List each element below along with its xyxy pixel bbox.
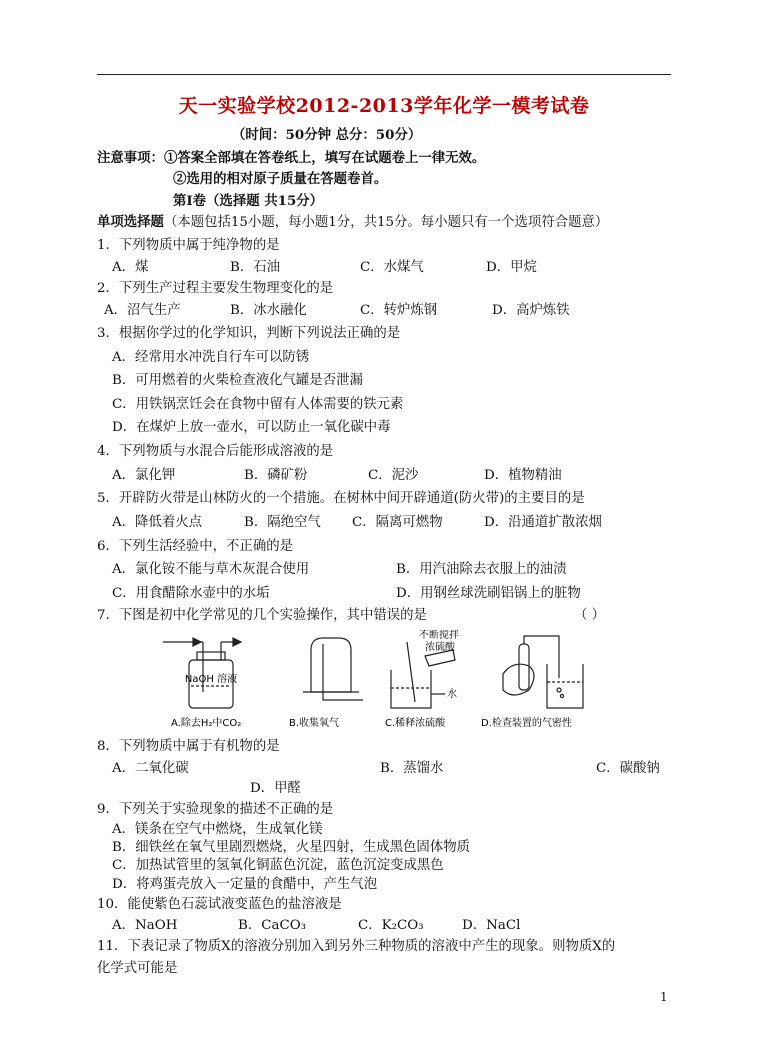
experiment-svg	[163, 630, 613, 730]
question-stem: 9．下列关于实验现象的描述不正确的是	[97, 802, 334, 817]
option: D．将鸡蛋壳放入一定量的食醋中，产生气泡	[112, 877, 378, 892]
question-stem: 7．下图是初中化学常见的几个实验操作，其中错误的是	[97, 608, 427, 623]
water-beaker	[547, 664, 583, 708]
option: D．在煤炉上放一壶水，可以防止一氧化碳中毒	[112, 420, 391, 435]
option: B．冰水融化	[230, 303, 307, 318]
fig-caption: D.检查装置的气密性	[481, 718, 572, 729]
collecting-bottle	[311, 638, 351, 692]
arrow-icon	[193, 638, 201, 646]
option: C．用食醋除水壶中的水垢	[112, 586, 270, 601]
exam-title: 天一实验学校2012-2013学年化学一模考试卷	[178, 95, 590, 117]
option: D．甲醛	[250, 781, 301, 796]
question-stem: 11．下表记录了物质X的溶液分别加入到另外三种物质的溶液中产生的现象。则物质X的	[97, 939, 616, 954]
option: B．隔绝空气	[244, 515, 321, 530]
question-stem: 4．下列物质与水混合后能形成溶液的是	[97, 444, 334, 459]
option: B．细铁丝在氧气里剧烈燃烧，火星四射，生成黑色固体物质	[112, 840, 470, 855]
option: B．蒸馏水	[380, 761, 444, 776]
option: D．高炉炼铁	[492, 303, 570, 318]
option: A．氯化钾	[112, 468, 176, 483]
option: A．氯化铵不能与草木灰混合使用	[112, 562, 310, 577]
option: A．二氧化碳	[112, 761, 189, 776]
section-heading: 第Ⅰ卷（选择题 共15分）	[173, 193, 324, 209]
question-stem: 1．下列物质中属于纯净物的是	[97, 238, 280, 253]
notice-item-2: ②选用的相对原子质量在答题卷首。	[173, 171, 388, 187]
notice	[97, 147, 485, 166]
question-stem: 8．下列物质中属于有机物的是	[97, 739, 280, 754]
option: A．沼气生产	[104, 303, 181, 318]
question-stem: 5．开辟防火带是山林防火的一个措施。在树林中间开辟通道(防火带)的主要目的是	[97, 491, 585, 506]
fig-label: 浓硫酸	[425, 642, 455, 653]
question-stem: 3．根据你学过的化学知识，判断下列说法正确的是	[97, 326, 401, 341]
option: A．降低着火点	[112, 515, 203, 530]
option: D．甲烷	[486, 260, 537, 275]
header-rule	[97, 74, 671, 75]
question-stem: 6．下列生活经验中，不正确的是	[97, 539, 293, 554]
option: C．K₂CO₃	[358, 918, 424, 933]
instruction-bold: 单项选择题	[97, 214, 164, 230]
experiment-figure	[163, 630, 613, 730]
option: A．煤	[112, 260, 149, 275]
question-stem: 10．能使紫色石蕊试液变蓝色的盐溶液是	[97, 897, 342, 912]
glass-rod	[407, 642, 415, 702]
time-line: （时间：50分钟 总分：50分）	[232, 127, 422, 143]
answer-blank: （ ）	[574, 608, 606, 623]
option: B．用汽油除去衣服上的油渍	[396, 562, 567, 577]
option: C．转炉炼钢	[360, 303, 438, 318]
option: D．NaCl	[462, 918, 521, 933]
fig-caption: C.稀释浓硫酸	[385, 718, 446, 729]
option: C．碳酸钠	[596, 761, 660, 776]
page-number: 1	[660, 990, 668, 1004]
option: D．植物精油	[484, 468, 562, 483]
test-tube	[519, 644, 529, 690]
notice-label: 注意事项：	[97, 150, 164, 166]
fig-caption: B.收集氧气	[289, 718, 340, 729]
option: B．CaCO₃	[238, 918, 307, 933]
fig-caption: A.除去H₂中CO₂	[171, 718, 242, 729]
fig-label: 水	[447, 689, 457, 700]
option: A．经常用水冲洗自行车可以防锈	[112, 350, 310, 365]
notice-item-1: ①答案全部填在答卷纸上，填写在试题卷上一律无效。	[163, 150, 486, 166]
question-stem: 2．下列生产过程主要发生物理变化的是	[97, 281, 334, 296]
option: B．石油	[230, 260, 281, 275]
option: A．镁条在空气中燃烧，生成氧化镁	[112, 822, 323, 837]
question-stem-continued: 化学式可能是	[97, 961, 178, 976]
option: C．水煤气	[360, 260, 424, 275]
option: C．用铁锅烹饪会在食物中留有人体需要的铁元素	[112, 397, 404, 412]
fig-label: NaOH 溶液	[184, 674, 238, 685]
option: B．可用燃着的火柴检查液化气罐是否泄漏	[112, 373, 363, 388]
option: B．磷矿粉	[244, 468, 308, 483]
option: D．用钢丝球洗刷铝锅上的脏物	[396, 586, 581, 601]
option: C．加热试管里的氢氧化铜蓝色沉淀，蓝色沉淀变成黑色	[112, 858, 444, 873]
option: C．隔离可燃物	[352, 515, 443, 530]
instruction-rest: （本题包括15小题，每小题1分，共15分。每小题只有一个选项符合题意）	[163, 215, 609, 230]
fig-label: 不断搅拌	[419, 630, 459, 641]
option: A．NaOH	[112, 918, 178, 933]
option: C．泥沙	[368, 468, 419, 483]
instruction	[97, 211, 608, 230]
option: D．沿通道扩散浓烟	[484, 515, 602, 530]
